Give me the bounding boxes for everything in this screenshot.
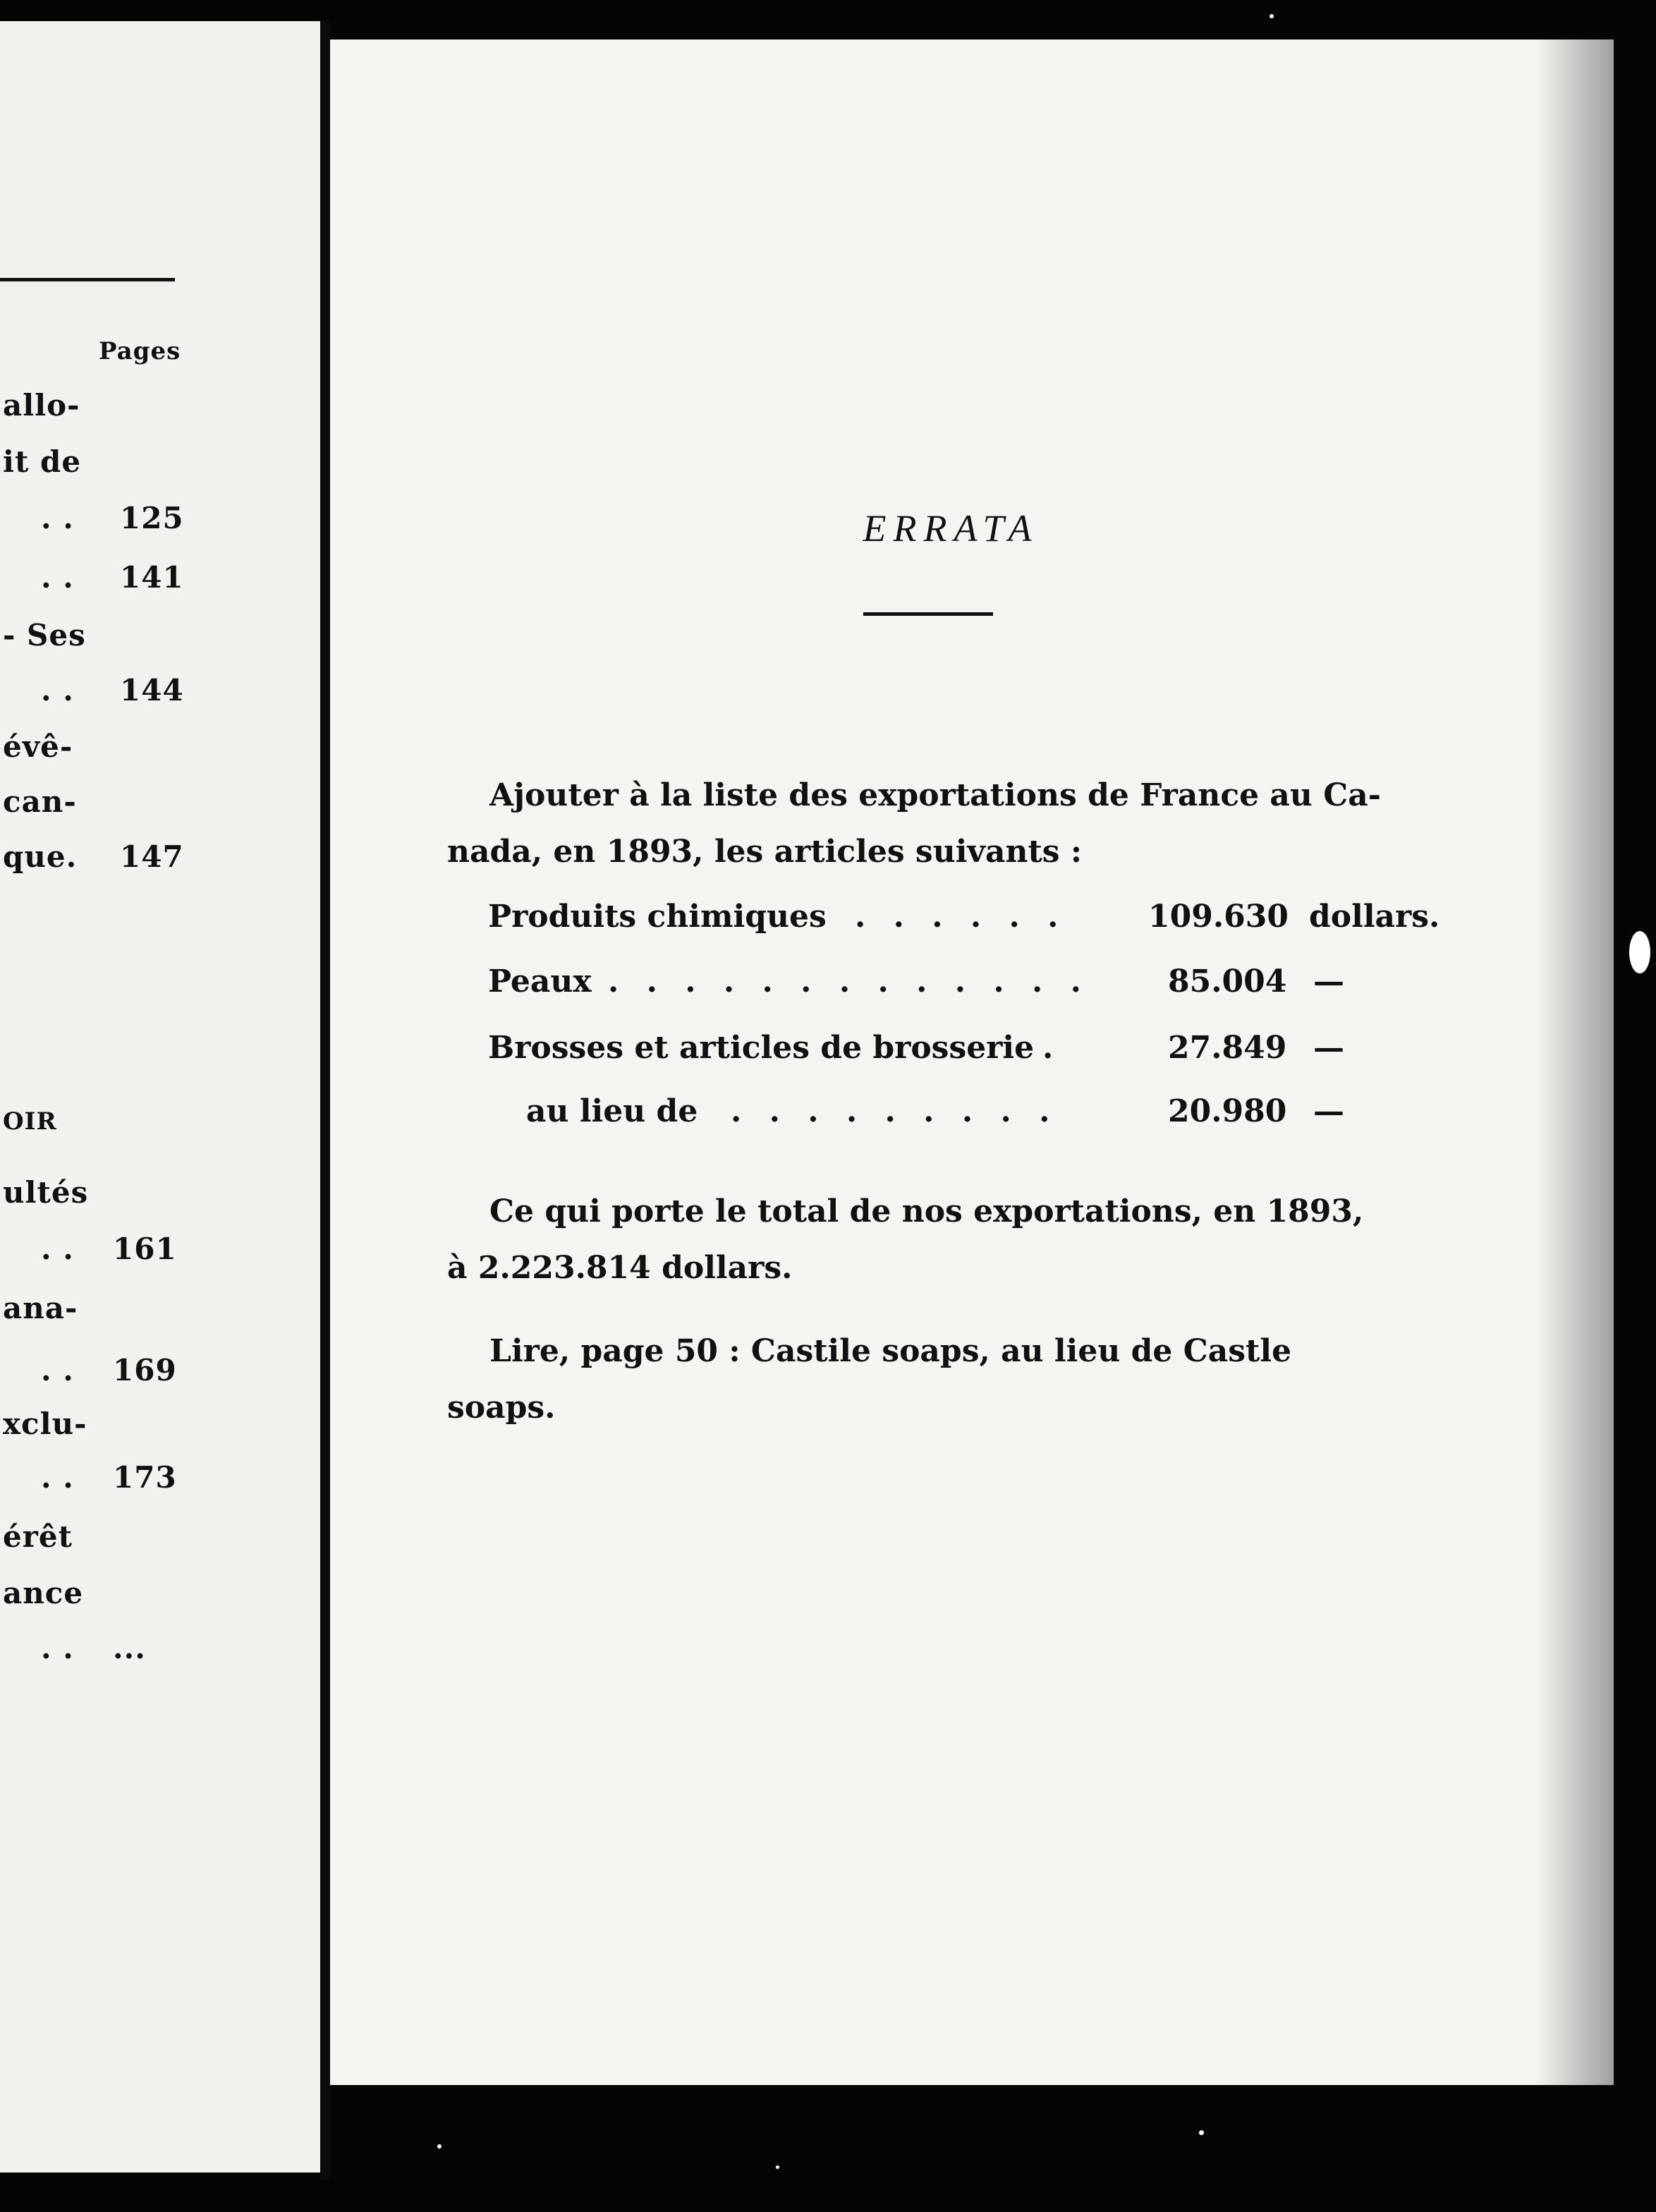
left-toc-leader: . . <box>41 560 74 595</box>
left-toc-line: can- <box>3 784 77 819</box>
left-section-heading: OIR <box>3 1107 57 1136</box>
correction-line-2: soaps. <box>447 1390 556 1426</box>
left-toc-line: ultés <box>3 1175 89 1210</box>
errata-page <box>330 40 1614 2085</box>
errata-item-row <box>488 899 1440 948</box>
left-toc-leader: . . <box>41 501 74 535</box>
book-gutter <box>320 21 330 2180</box>
left-toc-leader: . . <box>41 1353 74 1387</box>
left-toc-line: it de <box>3 444 82 479</box>
left-toc-page-number: 147 <box>120 839 184 874</box>
correction-line-1: Lire, page 50 : Castile soaps, au lieu de Castle <box>489 1333 1292 1369</box>
item-unit: — <box>1313 1093 1344 1129</box>
errata-intro <box>447 767 1408 880</box>
left-toc-leader: . . <box>41 1232 74 1266</box>
item-value: 20.980 <box>1168 1093 1287 1129</box>
left-toc-page-number: 141 <box>120 560 184 595</box>
total-line-2: à 2.223.814 dollars. <box>447 1250 793 1286</box>
left-toc-leader: . . <box>41 1631 74 1665</box>
intro-line-2: nada, en 1893, les articles suivants : <box>447 834 1083 870</box>
total-line-1: Ce qui porte le total de nos exportations, en 1893, <box>489 1193 1364 1229</box>
errata-item-row <box>488 1030 1433 1079</box>
left-toc-line: ance <box>3 1576 84 1610</box>
title-rule <box>863 612 993 616</box>
errata-title: ERRATA <box>863 507 1039 549</box>
errata-correction <box>447 1323 1408 1436</box>
left-toc-page-number: ... <box>113 1631 146 1665</box>
item-label: Peaux <box>488 964 592 999</box>
item-value: 85.004 <box>1168 964 1287 999</box>
item-unit: dollars. <box>1309 899 1440 935</box>
left-toc-leader: . . <box>41 673 74 707</box>
item-label: au lieu de <box>526 1093 698 1129</box>
item-leader-dots: . . . . . . . . . . . . . <box>608 964 1090 999</box>
left-pages-header: Pages <box>99 337 181 365</box>
left-toc-line: érêt <box>3 1519 73 1554</box>
left-toc-line: - Ses <box>3 618 86 652</box>
left-toc-page-number: 169 <box>113 1353 177 1387</box>
previous-page-fragment <box>0 21 326 2172</box>
left-toc-page-number: 161 <box>113 1232 177 1266</box>
item-unit: — <box>1313 1030 1344 1066</box>
scan-speck <box>776 2165 779 2169</box>
item-label: Brosses et articles de brosserie <box>488 1030 1035 1066</box>
item-label: Produits chimiques <box>488 899 827 935</box>
scan-speck <box>1270 14 1274 18</box>
left-toc-page-number: 144 <box>120 673 184 707</box>
left-toc-page-number: 173 <box>113 1460 177 1495</box>
item-unit: — <box>1313 964 1344 999</box>
errata-item-row <box>526 1093 1471 1143</box>
intro-line-1: Ajouter à la liste des exportations de France au Ca- <box>489 777 1382 813</box>
scan-speck <box>1629 931 1650 973</box>
item-value: 27.849 <box>1168 1030 1287 1066</box>
item-leader-dots: . . . . . . . . . <box>731 1093 1059 1129</box>
left-toc-line: xclu- <box>3 1406 87 1441</box>
scan-speck <box>1199 2130 1204 2135</box>
scan-speck <box>437 2144 442 2149</box>
left-toc-line: allo- <box>3 388 80 423</box>
left-toc-page-number: 125 <box>120 501 184 535</box>
left-toc-leader: . . <box>41 1460 74 1495</box>
left-toc-line: ana- <box>3 1291 78 1325</box>
left-header-rule <box>0 278 175 281</box>
errata-total <box>447 1184 1408 1296</box>
item-value: 109.630 <box>1148 899 1289 935</box>
left-toc-line: que. <box>3 839 78 874</box>
item-leader-dots: . <box>1042 1030 1062 1066</box>
item-leader-dots: . . . . . . <box>855 899 1067 935</box>
page-edge-shadow <box>1536 40 1614 2085</box>
errata-item-row <box>488 964 1433 1013</box>
left-toc-line: évê- <box>3 729 73 764</box>
